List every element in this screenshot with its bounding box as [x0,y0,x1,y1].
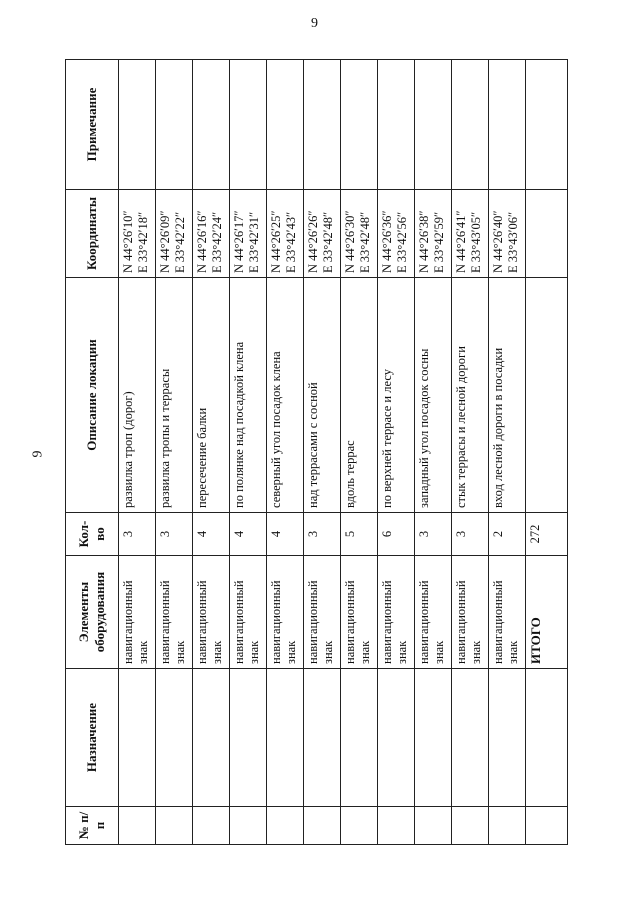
total-location-cell [526,278,568,513]
row-qty-cell: 2 [489,513,526,556]
row-coordinates-cell [304,190,341,278]
coordinate-north: N 44°26′10″ [121,210,135,273]
row-purpose-cell [230,669,267,807]
coordinate-north: N 44°26′36″ [380,210,394,273]
table-row [304,60,341,845]
row-location-cell: развилка троп (дорог) [119,278,156,513]
page-number-side: 9 [30,450,46,458]
coordinate-east: E 33°42′31″ [247,211,261,273]
table-row [230,60,267,845]
row-element-cell: навигационный знак [378,556,415,669]
row-qty-cell: 4 [230,513,267,556]
row-qty-cell: 3 [415,513,452,556]
table-row [452,60,489,845]
row-num-cell [489,807,526,845]
row-purpose-cell [267,669,304,807]
row-element-cell: навигационный знак [341,556,378,669]
coordinate-east: E 33°42′24″ [210,211,224,273]
total-label-cell: ИТОГО [526,556,568,669]
row-qty-cell: 4 [267,513,304,556]
row-qty-cell: 5 [341,513,378,556]
row-element-cell: навигационный знак [193,556,230,669]
row-purpose-cell [452,669,489,807]
coordinate-north: N 44°26′09″ [158,210,172,273]
row-purpose-cell [341,669,378,807]
row-num-cell [267,807,304,845]
coordinate-north: N 44°26′17″ [232,210,246,273]
total-qty-cell: 272 [526,513,568,556]
row-location-cell: пересечение балки [193,278,230,513]
row-num-cell [156,807,193,845]
row-element-cell: навигационный знак [156,556,193,669]
table-row [119,60,156,845]
row-note-cell [452,60,489,190]
header-num: № п/п [66,807,119,845]
row-purpose-cell [156,669,193,807]
header-note: Примечание [66,60,119,190]
row-num-cell [304,807,341,845]
row-note-cell [156,60,193,190]
row-purpose-cell [193,669,230,807]
coordinate-east: E 33°42′48″ [358,211,372,273]
coordinate-east: E 33°42′22″ [173,211,187,273]
row-element-cell: навигационный знак [415,556,452,669]
row-location-cell: северный угол посадок клена [267,278,304,513]
coordinate-east: E 33°42′56″ [395,211,409,273]
row-purpose-cell [489,669,526,807]
row-note-cell [230,60,267,190]
coordinate-east: E 33°43′05″ [469,211,483,273]
total-note-cell [526,60,568,190]
row-location-cell: по верхней террасе и лесу [378,278,415,513]
row-num-cell [452,807,489,845]
header-qty: Кол-во [66,513,119,556]
header-purpose: Назначение [66,669,119,807]
row-qty-cell: 3 [452,513,489,556]
table-row [267,60,304,845]
coordinate-north: N 44°26′41″ [454,210,468,273]
table-row [489,60,526,845]
coordinate-east: E 33°43′06″ [506,211,520,273]
row-note-cell [304,60,341,190]
row-note-cell [119,60,156,190]
table-row [378,60,415,845]
row-note-cell [341,60,378,190]
coordinate-east: E 33°42′18″ [136,211,150,273]
row-note-cell [267,60,304,190]
coordinate-north: N 44°26′25″ [269,210,283,273]
row-qty-cell: 3 [304,513,341,556]
row-note-cell [193,60,230,190]
row-num-cell [415,807,452,845]
row-qty-cell: 6 [378,513,415,556]
row-coordinates-cell [415,190,452,278]
row-location-cell: развилка тропы и террасы [156,278,193,513]
coordinate-east: E 33°42′43″ [284,211,298,273]
row-location-cell: западный угол посадок сосны [415,278,452,513]
row-element-cell: навигационный знак [230,556,267,669]
row-location-cell: по полянке над посадкой клена [230,278,267,513]
row-location-cell: над террасами с сосной [304,278,341,513]
row-purpose-cell [119,669,156,807]
row-purpose-cell [304,669,341,807]
header-location: Описание локации [66,278,119,513]
row-element-cell: навигационный знак [489,556,526,669]
table-row [193,60,230,845]
row-purpose-cell [378,669,415,807]
row-note-cell [415,60,452,190]
coordinate-east: E 33°42′48″ [321,211,335,273]
row-location-cell: вдоль террас [341,278,378,513]
row-element-cell: навигационный знак [452,556,489,669]
row-note-cell [378,60,415,190]
total-purpose-cell [526,669,568,807]
total-coordinates-cell [526,190,568,278]
row-coordinates-cell [341,190,378,278]
row-coordinates-cell [119,190,156,278]
row-num-cell [378,807,415,845]
row-num-cell [193,807,230,845]
total-num-cell [526,807,568,845]
equipment-table-rotated [65,60,565,845]
row-qty-cell: 3 [156,513,193,556]
coordinate-north: N 44°26′30″ [343,210,357,273]
row-element-cell: навигационный знак [267,556,304,669]
row-coordinates-cell [193,190,230,278]
row-location-cell: стык террасы и лесной дороги [452,278,489,513]
coordinate-east: E 33°42′59″ [432,211,446,273]
table-header-row [66,60,119,845]
coordinate-north: N 44°26′40″ [491,210,505,273]
coordinate-north: N 44°26′16″ [195,210,209,273]
row-element-cell: навигационный знак [119,556,156,669]
header-coordinates: Координаты [66,190,119,278]
row-coordinates-cell [156,190,193,278]
table-row [415,60,452,845]
row-num-cell [341,807,378,845]
table-row [156,60,193,845]
equipment-table [65,59,568,845]
table-row [341,60,378,845]
page-number-top: 9 [311,16,318,31]
row-purpose-cell [415,669,452,807]
row-coordinates-cell [452,190,489,278]
row-num-cell [230,807,267,845]
row-num-cell [119,807,156,845]
row-coordinates-cell [230,190,267,278]
coordinate-north: N 44°26′26″ [306,210,320,273]
row-note-cell [489,60,526,190]
row-element-cell: навигационный знак [304,556,341,669]
row-location-cell: вход лесной дороги в посадки [489,278,526,513]
coordinate-north: N 44°26′38″ [417,210,431,273]
total-row [526,60,568,845]
row-qty-cell: 3 [119,513,156,556]
row-qty-cell: 4 [193,513,230,556]
row-coordinates-cell [489,190,526,278]
table-body [119,60,568,845]
row-coordinates-cell [267,190,304,278]
row-coordinates-cell [378,190,415,278]
header-element: Элементы оборудования [66,556,119,669]
